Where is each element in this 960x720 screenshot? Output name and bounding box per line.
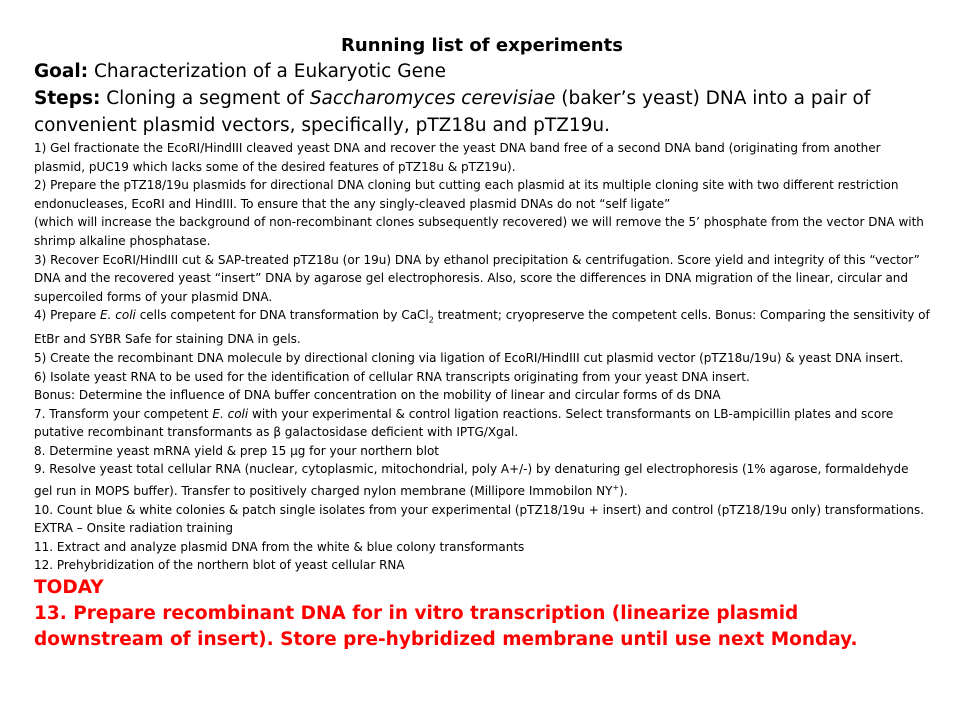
experiment-item-10: 10. Count blue & white colonies & patch single isolates from your experimental (pTZ18/19u + insert) and control (pTZ18/19u only) transformations. EXTRA – Onsite radiation training xyxy=(34,502,925,536)
item-4-subscript: 2 xyxy=(428,315,434,325)
experiment-item-9 xyxy=(34,460,930,500)
steps-text-a: Cloning a segment of xyxy=(100,88,310,109)
experiment-item-2-continued: (which will increase the background of non-recombinant clones subsequently recovered) we will remove the 5’ phosphate from the vector DNA with shrimp alkaline phosphatase. xyxy=(34,215,924,248)
item-9-text-a: 9. Resolve yeast total cellular RNA (nuclear, cytoplasmic, mitochondrial, poly A+/-) by denaturing gel electrophoresis (1% agarose, formaldehyde gel run in MOPS buffer). Transfer to positively charged nylon membrane (Millipore Immobilon NY xyxy=(34,462,909,499)
experiment-item-8: 8. Determine yeast mRNA yield & prep 15 μg for your northern blot xyxy=(34,443,439,458)
goal-line xyxy=(34,58,930,85)
item-4-text-a: 4) Prepare xyxy=(34,308,101,323)
steps-label: Steps: xyxy=(34,88,101,109)
experiment-item-2: 2) Prepare the pTZ18/19u plasmids for directional DNA cloning but cutting each plasmid at its multiple cloning site with two different restriction endonucleases, EcoRI and HindIII. To ensure that the any singly-cleaved plasmid DNAs do not “self ligate” xyxy=(34,178,899,211)
species-name: Saccharomyces cerevisiae xyxy=(309,88,556,109)
goal-text: Characterization of a Eukaryotic Gene xyxy=(88,61,447,82)
today-heading: TODAY xyxy=(34,577,104,599)
item-7-text-a: 7. Transform your competent xyxy=(34,406,213,421)
steps-text-b: (baker’s yeast) DNA into a pair of convenient plasmid vectors, specifically, pTZ18u and pTZ19u. xyxy=(34,88,871,136)
item-7-text-b: with your experimental & control ligation reactions. Select transformants on LB-ampicillin plates and score putative recombinant transformants as β galactosidase deficient with IPTG/Xgal. xyxy=(34,406,894,440)
steps-paragraph xyxy=(34,85,930,139)
item-4-ecoli: E. coli xyxy=(100,308,136,323)
item-4-text-b: cells competent for DNA transformation by CaCl xyxy=(135,308,429,323)
item-9-superscript: + xyxy=(612,483,620,493)
experiment-item-11: 11. Extract and analyze plasmid DNA from the white & blue colony transformants xyxy=(34,539,525,554)
experiment-item-6: 6) Isolate yeast RNA to be used for the identification of cellular RNA transcripts originating from your yeast DNA insert. xyxy=(34,369,750,384)
experiment-item-7 xyxy=(34,405,930,442)
item-4-text-c: treatment; cryopreserve the competent cells. Bonus: Comparing the sensitivity of EtBr and SYBR Safe for staining DNA in gels. xyxy=(34,308,930,347)
item-7-ecoli: E. coli xyxy=(212,406,249,421)
experiment-item-5: 5) Create the recombinant DNA molecule by directional cloning via ligation of EcoRI/HindIII cut plasmid vector (pTZ18u/19u) & yeast DNA insert. xyxy=(34,350,904,365)
bonus-line: Bonus: Determine the influence of DNA buffer concentration on the mobility of linear and circular forms of ds DNA xyxy=(34,388,721,403)
experiment-item-13: 13. Prepare recombinant DNA for in vitro transcription (linearize plasmid downstream of insert). Store pre-hybridized membrane until use next Monday. xyxy=(34,603,858,651)
experiment-item-3: 3) Recover EcoRI/HindIII cut & SAP-treated pTZ18u (or 19u) DNA by ethanol precipitation & centrifugation. Score yield and integrity of this “vector” DNA and the recovered yeast “insert” DNA by agarose gel electrophoresis. Also, score the differences in DNA migration of the linear, circular and supercoiled forms of your plasmid DNA. xyxy=(34,252,920,304)
experiment-item-12: 12. Prehybridization of the northern blot of yeast cellular RNA xyxy=(34,558,405,573)
slide-title: Running list of experiments xyxy=(341,35,623,56)
experiment-item-1: 1) Gel fractionate the EcoRI/HindIII cleaved yeast DNA and recover the yeast DNA band free of a second DNA band (originating from another plasmid, pUC19 which lacks some of the desired features of pTZ18u & pTZ19u). xyxy=(34,141,881,174)
item-9-text-b: ). xyxy=(619,484,628,499)
experiment-item-4 xyxy=(34,306,930,349)
goal-label: Goal: xyxy=(34,61,89,82)
